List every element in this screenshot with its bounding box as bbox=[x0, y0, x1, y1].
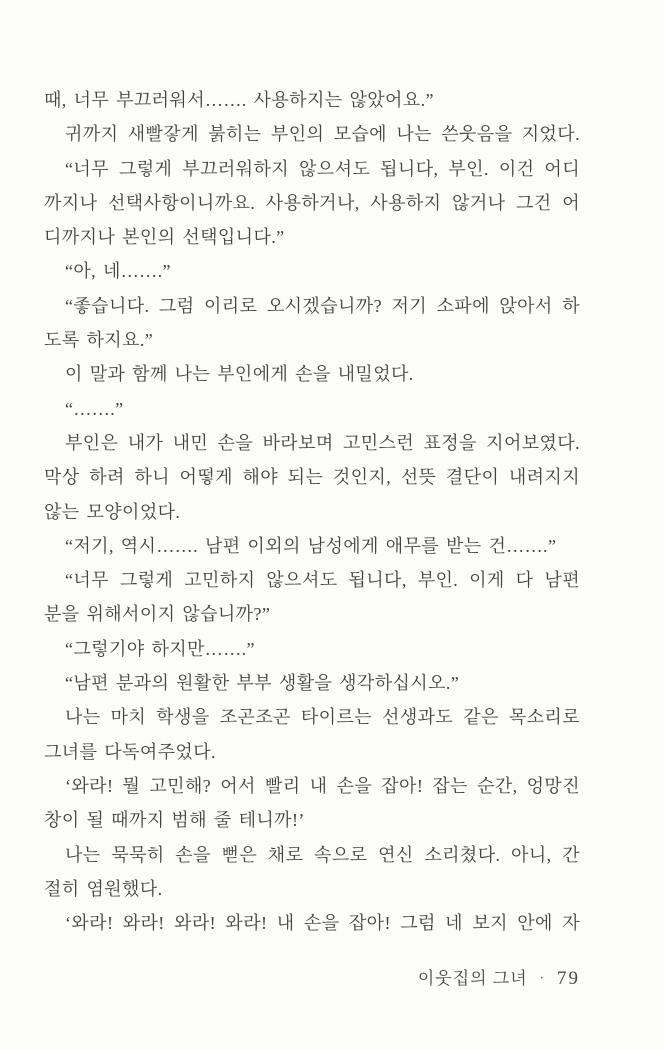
running-title: 이웃집의 그녀 bbox=[417, 969, 528, 988]
text-line: 귀까지 새빨갛게 붉히는 부인의 모습에 나는 쓴웃음을 지었다. bbox=[65, 124, 580, 145]
text-line: “좋습니다. 그럼 이리로 오시겠습니까? 저기 소파에 앉아서 하 bbox=[65, 295, 580, 316]
text-line: “남편 분과의 원활한 부부 생활을 생각하십시오.” bbox=[65, 673, 460, 694]
text-line: 그녀를 다독여주었다. bbox=[44, 741, 216, 762]
text-line: ‘와라! 뭘 고민해? 어서 빨리 내 손을 잡아! 잡는 순간, 엉망진 bbox=[65, 775, 580, 796]
text-line: ‘와라! 와라! 와라! 와라! 내 손을 잡아! 그럼 네 보지 안에 자 bbox=[65, 913, 580, 934]
page-number: 79 bbox=[557, 968, 580, 989]
text-line: “그렇기야 하지만…….” bbox=[65, 638, 255, 659]
text-line: “너무 그렇게 고민하지 않으셔도 됩니다, 부인. 이게 다 남편 bbox=[65, 570, 580, 591]
text-line: 분을 위해서이지 않습니까?” bbox=[44, 604, 271, 625]
page-footer bbox=[418, 964, 580, 990]
text-line: 절히 염원했다. bbox=[44, 878, 163, 899]
text-line: 나는 마치 학생을 조곤조곤 타이르는 선생과도 같은 목소리로 bbox=[65, 707, 580, 728]
text-line: 때, 너무 부끄러워서……. 사용하지는 않았어요.” bbox=[44, 90, 434, 110]
text-line: 막상 하려 하니 어떻게 해야 되는 것인지, 선뜻 결단이 내려지지 bbox=[44, 467, 580, 488]
footer-separator-dot: · bbox=[539, 970, 545, 985]
text-line: 나는 묵묵히 손을 뻗은 채로 속으로 연신 소리쳤다. 아니, 간 bbox=[65, 844, 580, 865]
text-line: 까지나 선택사항이니까요. 사용하거나, 사용하지 않거나 그건 어 bbox=[44, 192, 580, 213]
text-line: “아, 네…….” bbox=[65, 261, 171, 282]
text-line: 부인은 내가 내민 손을 바라보며 고민스런 표정을 지어보였다. bbox=[65, 432, 580, 453]
text-line: 디까지나 본인의 선택입니다.” bbox=[44, 227, 285, 248]
text-line: “저기, 역시……. 남편 이외의 남성에게 애무를 받는 건…….” bbox=[65, 535, 557, 556]
body-text bbox=[44, 83, 580, 940]
text-line: 창이 될 때까지 범해 줄 테니까!’ bbox=[44, 810, 305, 831]
text-line: 않는 모양이었다. bbox=[44, 501, 181, 522]
text-line: 이 말과 함께 나는 부인에게 손을 내밀었다. bbox=[65, 364, 414, 385]
text-line: 도록 하지요.” bbox=[44, 330, 154, 351]
text-line: “너무 그렇게 부끄러워하지 않으셔도 됩니다, 부인. 이건 어디 bbox=[65, 158, 580, 179]
text-line: “…….” bbox=[65, 398, 124, 419]
